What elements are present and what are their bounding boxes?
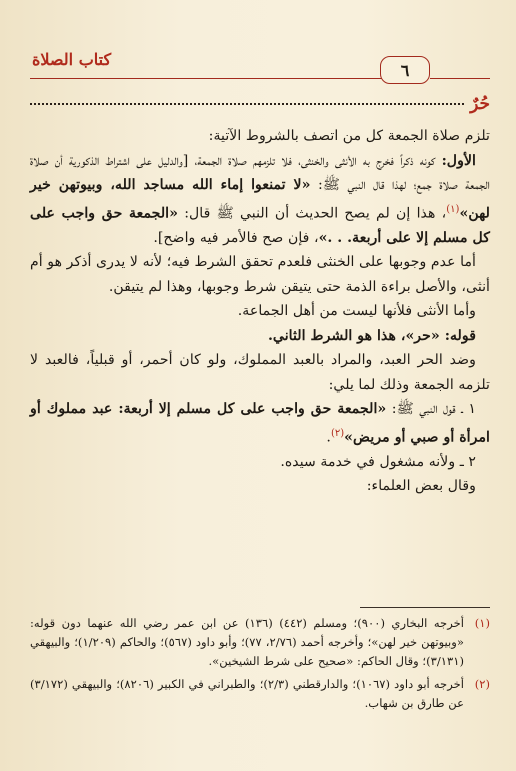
page-number: ٦ bbox=[380, 56, 430, 84]
footnote-ref-1: (١) bbox=[446, 203, 460, 215]
footnote-item bbox=[30, 675, 490, 713]
first-condition-text: كونه ذكراً فخرج به الأنثى والخنثى، فلا تلزمهم صلاة الجمعة، [والدليل على اشتراط الذكورية أن صلاة الجمعة صلاة جمع؛ لهذا قال النبي ﷺ: bbox=[30, 152, 490, 193]
hadith-quote-1: «لا تمنعوا إماء الله مساجد الله، وبيوتهن خير لهن» bbox=[30, 177, 490, 222]
header-rule-left bbox=[30, 78, 382, 79]
paragraph-evidence-1 bbox=[30, 397, 490, 450]
footnotes bbox=[30, 614, 490, 764]
footnote-separator bbox=[360, 607, 490, 608]
first-condition-end: ، فإن صح فالأمر فيه واضح]. bbox=[153, 229, 319, 246]
footnote-text: أخرجه أبو داود (١٠٦٧)؛ والدارقطني (٢/٣)؛ والطبراني في الكبير (٨٢٠٦)؛ والبيهقي (٣/١٧٢) عن طارق بن شهاب. bbox=[30, 677, 464, 710]
paragraph-female: وأما الأنثى فلأنها ليست من أهل الجماعة. bbox=[237, 303, 476, 320]
hadith-quote-3: «الجمعة حق واجب على كل مسلم إلا أربعة: عبد مملوك أو امرأة أو صبي أو مريض» bbox=[30, 401, 490, 446]
matn-word: حُرٌ bbox=[470, 94, 490, 114]
footnote-number: (٢) bbox=[474, 677, 490, 691]
footnote-number: (١) bbox=[474, 616, 490, 630]
footnote-text: أخرجه البخاري (٩٠٠)؛ ومسلم (٤٤٢) (١٣٦) عن ابن عمر رضي الله عنهما دون قوله: «وبيوتهن خير لهن»؛ وأخرجه أحمد (٢/٧٦، ٧٧)؛ وأبو داود (٥٦٧)؛ والحاكم (١/٢٠٩)؛ والبيهقي (٣/١٣١)؛ وقال الحاكم: «صحيح على شرط الشيخين». bbox=[30, 616, 464, 668]
paragraph-slave: وضد الحر العبد، والمراد بالعبد المملوك، ولو كان أحمر، أو قبلياً، فالعبد لا تلزمه الجمعة وذلك لما يلي: bbox=[30, 352, 490, 393]
footnote-ref-2: (٢) bbox=[330, 427, 345, 439]
evidence-1-start: ١ ـ قول النبي ﷺ: bbox=[386, 401, 476, 418]
second-condition-text: «حر»، هذا هو الشرط الثاني. bbox=[267, 327, 445, 344]
paragraph-khuntha: أما عدم وجوبها على الخنثى فلعدم تحقق الشرط فيه؛ لأنه لا يدرى أذكر هو أم أنثى، والأصل براءة الذمة حتى يتيقن شرط وجوبها، وهذا لم يتيقن. bbox=[30, 254, 490, 295]
evidence-1-end: . bbox=[326, 429, 331, 446]
paragraph-first-condition bbox=[30, 149, 490, 251]
paragraph-evidence-2: ٢ ـ ولأنه مشغول في خدمة سيده. bbox=[280, 453, 476, 470]
first-condition-label: الأول: bbox=[441, 152, 476, 169]
qawluhu-label: قوله: bbox=[444, 327, 476, 344]
matn-dots bbox=[30, 93, 464, 105]
book-title: كتاب الصلاة bbox=[32, 50, 112, 69]
page-header bbox=[0, 0, 516, 86]
paragraph-intro: تلزم صلاة الجمعة كل من اتصف بالشروط الآتية: bbox=[208, 128, 490, 144]
footnote-item bbox=[30, 614, 490, 671]
paragraph-scholars: وقال بعض العلماء: bbox=[366, 478, 476, 495]
hadith-quote-2: «الجمعة حق واجب على كل مسلم إلا على أربعة. . .» bbox=[30, 205, 490, 246]
page-body bbox=[30, 92, 490, 592]
paragraph-second-condition bbox=[30, 324, 490, 349]
matn-line bbox=[30, 92, 490, 124]
first-condition-mid: ، هذا إن لم يصح الحديث أن النبي ﷺ قال: bbox=[177, 205, 447, 222]
header-rule-right bbox=[430, 78, 490, 79]
